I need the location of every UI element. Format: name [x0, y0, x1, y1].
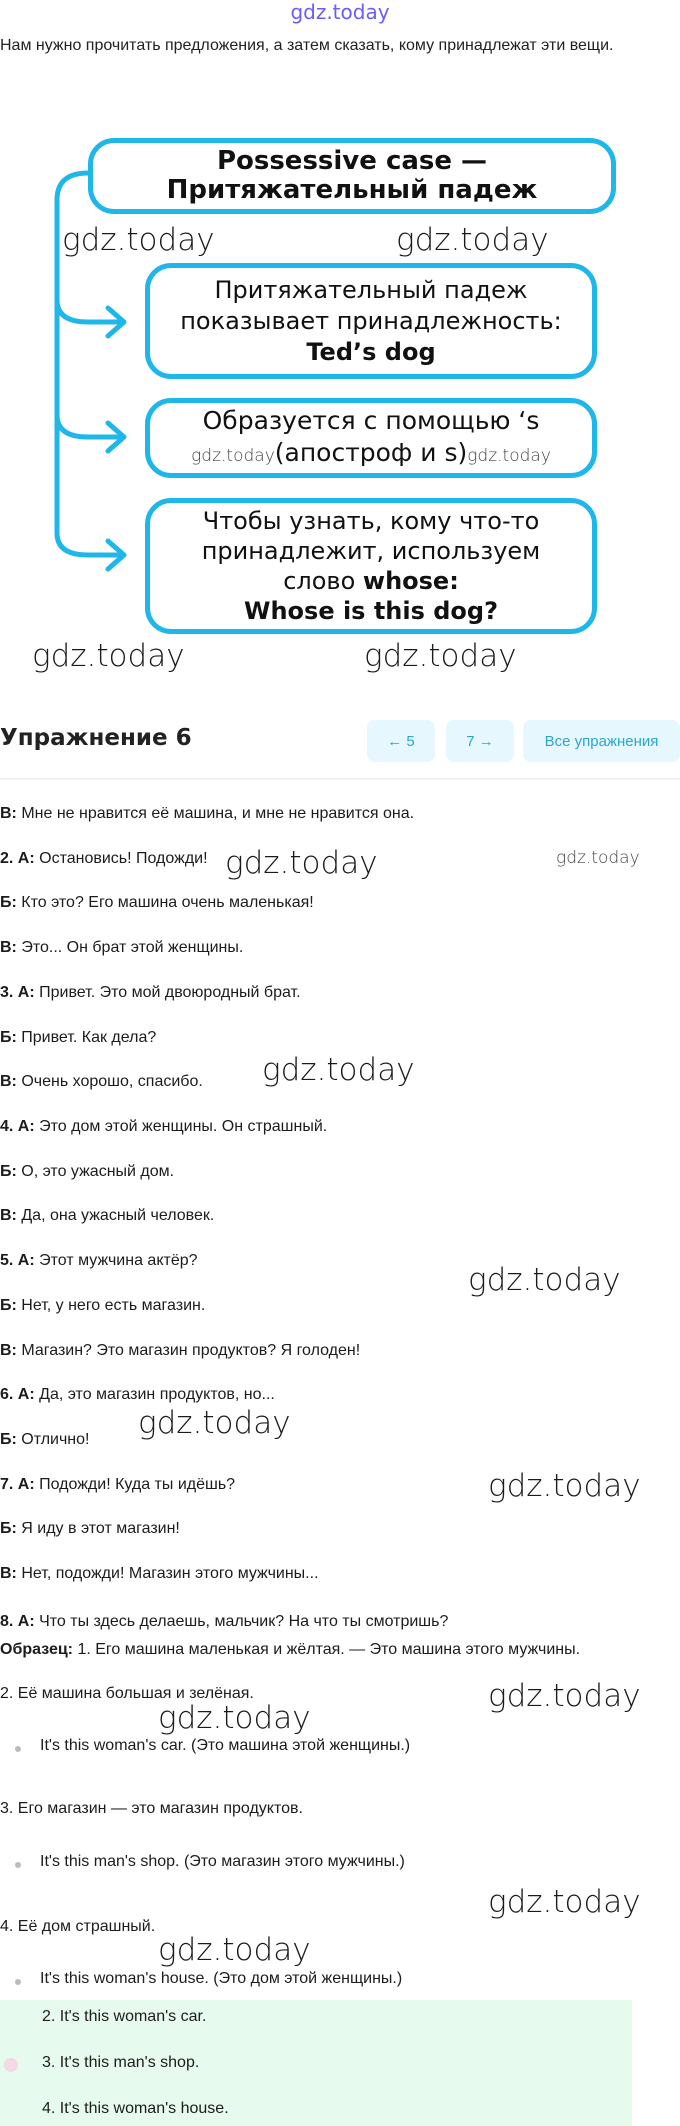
- intro-text: Нам нужно прочитать предложения, а затем сказать, кому принадлежат эти вещи.: [0, 37, 614, 54]
- dialogue-line: [0, 894, 314, 912]
- speaker-label: Б:: [0, 1297, 17, 1314]
- whose-example: Whose is this dog?: [243, 597, 499, 625]
- dialogue-text: Да, она ужасный человек.: [16, 1207, 215, 1224]
- speaker-label: 5. А:: [0, 1252, 35, 1269]
- play-icon[interactable]: [4, 2058, 18, 2072]
- dialogue-text: Что ты здесь делаешь, мальчик? На что ты смотришь?: [34, 1613, 449, 1630]
- answer-item: 2. It's this woman's car.: [42, 2008, 207, 2025]
- dialogue-line: [0, 1297, 205, 1315]
- watermark: gdz.today: [158, 1700, 311, 1736]
- answer-item: 3. It's this man's shop.: [42, 2054, 200, 2071]
- speaker-label: В:: [0, 1565, 17, 1582]
- dialogue-text: Нет, у него есть магазин.: [16, 1297, 206, 1314]
- watermark: gdz.today: [138, 1405, 291, 1441]
- dialogue-text: Мне не нравится её машина, и мне не нравится она.: [16, 805, 415, 822]
- dialogue-text: Это дом этой женщины. Он страшный.: [34, 1118, 328, 1135]
- speaker-label: Б:: [0, 1431, 17, 1448]
- dialogue-text: Остановись! Подожди!: [34, 850, 208, 867]
- speaker-label: Б:: [0, 1029, 17, 1046]
- dialogue-line: [0, 1613, 448, 1631]
- exercise-title: Упражнение 6: [0, 725, 192, 751]
- watermark: gdz.today: [467, 445, 551, 466]
- dialogue-text: Кто это? Его машина очень маленькая!: [16, 894, 314, 911]
- watermark: gdz.today: [468, 1262, 621, 1298]
- possessive-title-card: [88, 138, 616, 214]
- formation-line-2: (апостроф и s): [274, 437, 468, 467]
- whose-line-3: [283, 566, 459, 596]
- watermark: gdz.today: [225, 845, 378, 881]
- watermark: gdz.today: [488, 1884, 641, 1920]
- all-exercises-button[interactable]: Все упражнения: [523, 720, 680, 762]
- dialogue-text: Привет. Это мой двоюродный брат.: [34, 984, 301, 1001]
- watermark: gdz.today: [262, 1052, 415, 1088]
- watermark: gdz.today: [62, 222, 215, 258]
- task-prompt: 2. Её машина большая и зелёная.: [0, 1685, 254, 1702]
- dialogue-text: Магазин? Это магазин продуктов? Я голоден!: [16, 1342, 361, 1359]
- answer-item: 4. It's this woman's house.: [42, 2100, 229, 2117]
- dialogue-line: [0, 1118, 327, 1136]
- dialogue-text: Этот мужчина актёр?: [34, 1252, 198, 1269]
- definition-card: [145, 263, 597, 379]
- answers-block: [0, 2000, 632, 2126]
- whose-line-1: Чтобы узнать, кому что-то: [202, 507, 540, 535]
- task-answer: It's this woman's house. (Это дом этой женщины.): [40, 1970, 403, 1987]
- speaker-label: 3. А:: [0, 984, 35, 1001]
- dialogue-text: Я иду в этот магазин!: [16, 1520, 180, 1537]
- dialogue-line: [0, 939, 243, 957]
- whose-line-2: принадлежит, используем: [201, 537, 541, 565]
- dialogue-line: [0, 1565, 319, 1583]
- definition-example: Ted’s dog: [306, 337, 436, 366]
- dialogue-line: [0, 1252, 198, 1270]
- dialogue-line: [0, 1073, 203, 1091]
- dialogue-line: [0, 1520, 180, 1538]
- dialogue-text: Нет, подожди! Магазин этого мужчины...: [16, 1565, 319, 1582]
- dialogue-text: Да, это магазин продуктов, но...: [34, 1386, 275, 1403]
- whose-keyword: whose:: [362, 567, 459, 595]
- dialogue-text: Это... Он брат этой женщины.: [16, 939, 244, 956]
- formation-line-1: Образуется с помощью ‘s: [202, 405, 540, 435]
- watermark: gdz.today: [158, 1932, 311, 1968]
- speaker-label: Б:: [0, 894, 17, 911]
- watermark: gdz.today: [191, 445, 275, 466]
- speaker-label: Б:: [0, 1520, 17, 1537]
- speaker-label: 2. А:: [0, 850, 35, 867]
- bullet-icon: [15, 1979, 21, 1985]
- watermark: gdz.today: [396, 222, 549, 258]
- task-prompt: 4. Её дом страшный.: [0, 1918, 156, 1935]
- header-divider: [0, 778, 680, 780]
- dialogue-line: [0, 984, 301, 1002]
- dialogue-line: [0, 1029, 156, 1047]
- whose-card: [145, 498, 597, 634]
- speaker-label: В:: [0, 1207, 17, 1224]
- dialogue-line: [0, 805, 414, 823]
- bullet-icon: [15, 1862, 21, 1868]
- speaker-label: Б:: [0, 1163, 17, 1180]
- sample-label: Образец:: [0, 1641, 73, 1658]
- speaker-label: 4. А:: [0, 1118, 35, 1135]
- dialogue-line: [0, 1342, 360, 1360]
- dialogue-text: Отлично!: [16, 1431, 90, 1448]
- bullet-icon: [15, 1746, 21, 1752]
- watermark: gdz.today: [32, 638, 185, 674]
- dialogue-line: [0, 1207, 214, 1225]
- watermark: gdz.today: [488, 1678, 641, 1714]
- speaker-label: 7. А:: [0, 1476, 35, 1493]
- watermark: gdz.today: [488, 1468, 641, 1504]
- speaker-label: В:: [0, 1073, 17, 1090]
- watermark-top: gdz.today: [290, 0, 390, 24]
- prev-exercise-button[interactable]: ← 5: [367, 720, 435, 762]
- dialogue-text: Очень хорошо, спасибо.: [16, 1073, 203, 1090]
- dialogue-line: [0, 1476, 235, 1494]
- speaker-label: В:: [0, 805, 17, 822]
- definition-line-1: Притяжательный падеж: [214, 275, 528, 304]
- dialogue-text: Привет. Как дела?: [16, 1029, 157, 1046]
- speaker-label: 6. А:: [0, 1386, 35, 1403]
- dialogue-line: [0, 850, 208, 868]
- dialogue-line: [0, 1163, 174, 1181]
- dialogue-line: [0, 1386, 275, 1404]
- sample-line: [0, 1641, 580, 1659]
- speaker-label: В:: [0, 939, 17, 956]
- definition-line-2: показывает принадлежность:: [180, 306, 562, 335]
- task-answer: It's this woman's car. (Это машина этой женщины.): [40, 1737, 411, 1754]
- watermark: gdz.today: [364, 638, 517, 674]
- watermark: gdz.today: [556, 848, 640, 868]
- formation-card: [145, 398, 597, 478]
- task-answer: It's this man's shop. (Это магазин этого мужчины.): [40, 1853, 405, 1870]
- whose-line-3-text: слово: [283, 567, 363, 595]
- speaker-label: 8. А:: [0, 1613, 35, 1630]
- dialogue-line: [0, 1431, 89, 1449]
- speaker-label: В:: [0, 1342, 17, 1359]
- sample-text: 1. Его машина маленькая и жёлтая. — Это машина этого мужчины.: [73, 1641, 581, 1658]
- formation-line-2-wrap: [191, 437, 551, 472]
- task-prompt: 3. Его магазин — это магазин продуктов.: [0, 1800, 303, 1817]
- next-exercise-button[interactable]: 7 →: [446, 720, 514, 762]
- dialogue-text: Подожди! Куда ты идёшь?: [34, 1476, 236, 1493]
- dialogue-text: О, это ужасный дом.: [16, 1163, 175, 1180]
- possessive-title: Possessive case — Притяжательный падеж: [166, 146, 538, 205]
